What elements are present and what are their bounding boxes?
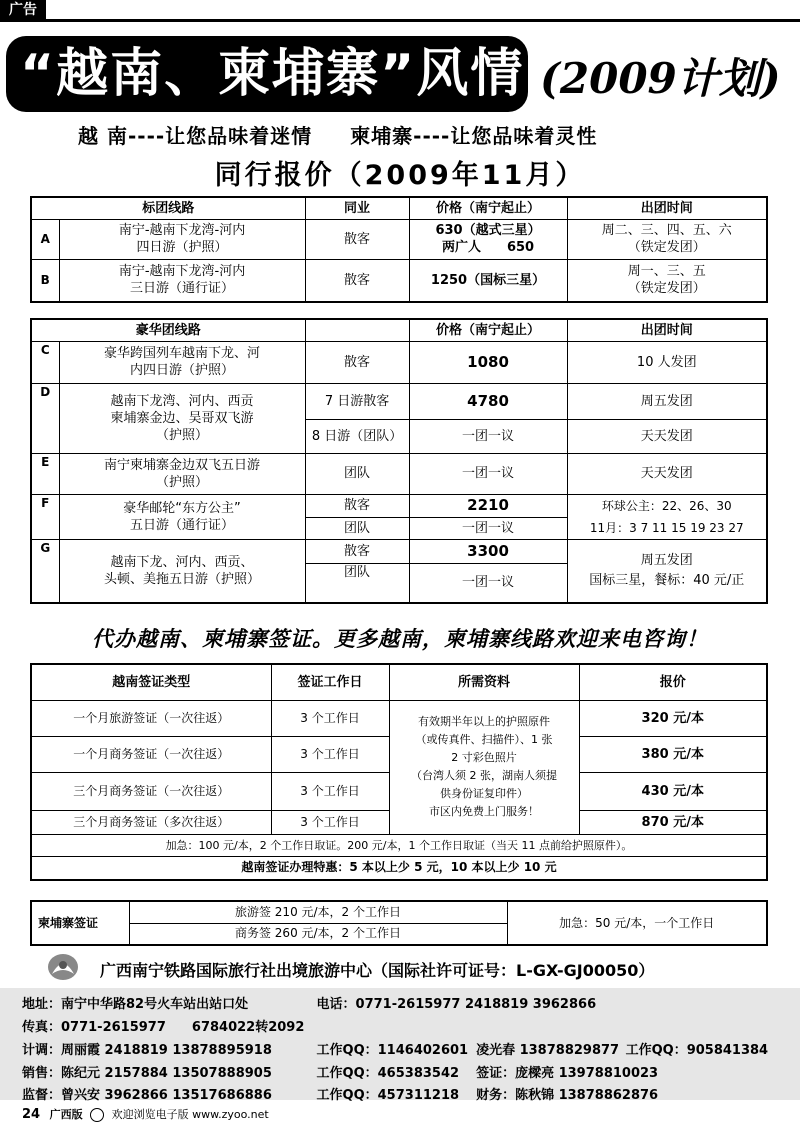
contact-fax: 传真：0771-2615977 6784022转2092	[22, 1020, 305, 1035]
table-row	[31, 539, 767, 563]
table-row	[31, 219, 767, 259]
row-id: E	[31, 453, 59, 494]
contact-fax-row	[22, 1016, 304, 1035]
header-work-days: 签证工作日	[271, 664, 389, 700]
agency-logo-icon	[46, 952, 80, 982]
slogan	[78, 120, 778, 149]
type: 散客	[305, 539, 409, 563]
cambodia-visa-table	[30, 900, 768, 946]
cambodia-urgent: 加急：50 元/本，一个工作日	[507, 901, 767, 945]
contact-planner-qq: 工作QQ：1146402601	[316, 1043, 469, 1058]
contact-address-row	[22, 993, 596, 1012]
table-header	[31, 664, 767, 700]
contact-visa: 签证：庞樑亮 13978810023	[476, 1066, 659, 1081]
visa-type: 三个月商务签证（一次往返）	[31, 772, 271, 810]
time: 天天发团	[567, 453, 767, 494]
type: 散客	[305, 219, 409, 259]
price: 3300	[409, 539, 567, 563]
route: 南宁-越南下龙湾-河内 四日游（护照）	[59, 219, 305, 259]
header-route: 豪华团线路	[31, 319, 305, 341]
header-visa-type: 越南签证类型	[31, 664, 271, 700]
price: 630（越式三星） 两广人 650	[409, 219, 567, 259]
cambodia-tourist: 旅游签 210 元/本，2 个工作日	[129, 901, 507, 923]
price: 一团一议	[409, 419, 567, 453]
price: 一团一议	[409, 453, 567, 494]
page-number: 24	[22, 1107, 41, 1122]
visa-urgent: 加急：100 元/本，2 个工作日取证。200 元/本，1 个工作日取证（当天 11 点前给护照原件）。	[31, 834, 767, 856]
top-rule	[0, 19, 800, 22]
row-id: D	[31, 383, 59, 453]
type: 散客	[305, 341, 409, 383]
contact-phone: 电话：0771-2615977 2418819 3962866	[316, 997, 597, 1012]
visa-days: 3 个工作日	[271, 736, 389, 772]
cambodia-business: 商务签 260 元/本，2 个工作日	[129, 923, 507, 945]
row-id: F	[31, 494, 59, 539]
price: 2210	[409, 494, 567, 517]
visa-days: 3 个工作日	[271, 700, 389, 736]
visa-days: 3 个工作日	[271, 772, 389, 810]
visa-price: 430 元/本	[579, 772, 767, 810]
type: 散客	[305, 494, 409, 517]
quote-title: 同行报价（2009年11月）	[214, 160, 586, 191]
header-price: 价格（南宁起止）	[409, 319, 567, 341]
type: 8 日游（团队）	[305, 419, 409, 453]
time: 周二、三、四、五、六 （铁定发团）	[567, 219, 767, 259]
time: 环球公主：22、26、30 11月：3 7 11 15 19 23 27	[567, 494, 767, 539]
contact-supervisor-row	[22, 1084, 658, 1103]
price: 一团一议	[409, 563, 567, 603]
visa-type: 一个月商务签证（一次往返）	[31, 736, 271, 772]
slogan-cambodia: 柬埔寨----让您品味着灵性	[350, 124, 598, 148]
route: 南宁-越南下龙湾-河内 三日游（通行证）	[59, 259, 305, 302]
visa-price: 870 元/本	[579, 810, 767, 834]
table-row	[31, 856, 767, 880]
visa-price: 320 元/本	[579, 700, 767, 736]
contact-planner-row	[22, 1039, 768, 1058]
price: 1250（国标三星）	[409, 259, 567, 302]
time: 天天发团	[567, 419, 767, 453]
title-plan: (2009计划)	[540, 54, 781, 103]
time: 10 人发团	[567, 341, 767, 383]
visa-materials: 有效期半年以上的护照原件 （或传真件、扫描件）、1 张 2 寸彩色照片 （台湾人须 2 张，湖南人须提 供身份证复印件） 市区内免费上门服务！	[389, 700, 579, 834]
contact-sales-qq: 工作QQ：465383542	[316, 1066, 460, 1081]
table-row	[31, 700, 767, 736]
table-row	[31, 259, 767, 302]
header-time: 出团时间	[567, 197, 767, 219]
contact-planner2: 凌光春 13878829877	[476, 1043, 620, 1058]
type: 7 日游散客	[305, 383, 409, 419]
visa-days: 3 个工作日	[271, 810, 389, 834]
header-price: 报价	[579, 664, 767, 700]
slogan-vietnam: 越 南----让您品味着迷情	[78, 124, 313, 148]
price: 一团一议	[409, 517, 567, 539]
footer-text: 欢迎浏览电子版 www.zyoo.net	[111, 1108, 269, 1121]
visa-price: 380 元/本	[579, 736, 767, 772]
standard-tour-table	[30, 196, 768, 303]
vietnam-visa-table	[30, 663, 768, 881]
time: 周一、三、五 （铁定发团）	[567, 259, 767, 302]
table-header	[31, 319, 767, 341]
visa-type: 三个月商务签证（多次往返）	[31, 810, 271, 834]
visa-banner: 代办越南、柬埔寨签证。更多越南，柬埔寨线路欢迎来电咨询！	[92, 627, 708, 651]
header-type: 同业	[305, 197, 409, 219]
table-row	[31, 453, 767, 494]
price: 4780	[409, 383, 567, 419]
header-price: 价格（南宁起止）	[409, 197, 567, 219]
header-materials: 所需资料	[389, 664, 579, 700]
ad-tag: 广告	[0, 0, 46, 20]
footer-logo-icon	[90, 1108, 104, 1122]
row-id: G	[31, 539, 59, 603]
route: 越南下龙、河内、西贡、 头顿、美拖五日游（护照）	[59, 539, 305, 603]
type: 团队	[305, 563, 409, 603]
table-row	[31, 383, 767, 419]
route: 南宁柬埔寨金边双飞五日游 （护照）	[59, 453, 305, 494]
header-route: 标团线路	[31, 197, 305, 219]
cambodia-label: 柬埔寨签证	[31, 901, 129, 945]
contact-sales: 销售：陈纪元 2157884 13507888905	[22, 1066, 272, 1081]
route: 豪华跨国列车越南下龙、河 内四日游（护照）	[59, 341, 305, 383]
row-id: C	[31, 341, 59, 383]
visa-type: 一个月旅游签证（一次往返）	[31, 700, 271, 736]
table-row	[31, 494, 767, 517]
contact-sales-row	[22, 1062, 658, 1081]
contact-supervisor: 监督：曾兴安 3962866 13517686886	[22, 1088, 272, 1103]
contact-finance: 财务：陈秋锦 13878862876	[476, 1088, 659, 1103]
time: 周五发团	[567, 383, 767, 419]
contact-supervisor-qq: 工作QQ：457311218	[316, 1088, 460, 1103]
luxury-tour-table	[30, 318, 768, 604]
edition-label: 广西版	[49, 1108, 83, 1121]
contact-planner2-qq: 工作QQ：905841384	[625, 1043, 769, 1058]
main-title: “越南、柬埔寨”风情	[6, 36, 528, 112]
time: 周五发团 国标三星，餐标：40 元/正	[567, 539, 767, 603]
table-row	[31, 341, 767, 383]
header-type	[305, 319, 409, 341]
route: 豪华邮轮“东方公主” 五日游（通行证）	[59, 494, 305, 539]
visa-special: 越南签证办理特惠：5 本以上少 5 元，10 本以上少 10 元	[31, 856, 767, 880]
row-id: B	[31, 259, 59, 302]
contact-address: 地址：南宁中华路82号火车站出站口处	[22, 997, 249, 1012]
header-time: 出团时间	[567, 319, 767, 341]
page-footer	[22, 1106, 269, 1122]
price: 1080	[409, 341, 567, 383]
agency-name: 广西南宁铁路国际旅行社出境旅游中心（国际社许可证号：L-GX-GJ00050）	[100, 961, 655, 980]
type: 团队	[305, 517, 409, 539]
row-id: A	[31, 219, 59, 259]
table-row	[31, 901, 767, 923]
table-row	[31, 834, 767, 856]
type: 团队	[305, 453, 409, 494]
route: 越南下龙湾、河内、西贡 柬埔寨金边、吴哥双飞游 （护照）	[59, 383, 305, 453]
type: 散客	[305, 259, 409, 302]
contact-planner: 计调：周丽霞 2418819 13878895918	[22, 1043, 272, 1058]
table-header	[31, 197, 767, 219]
